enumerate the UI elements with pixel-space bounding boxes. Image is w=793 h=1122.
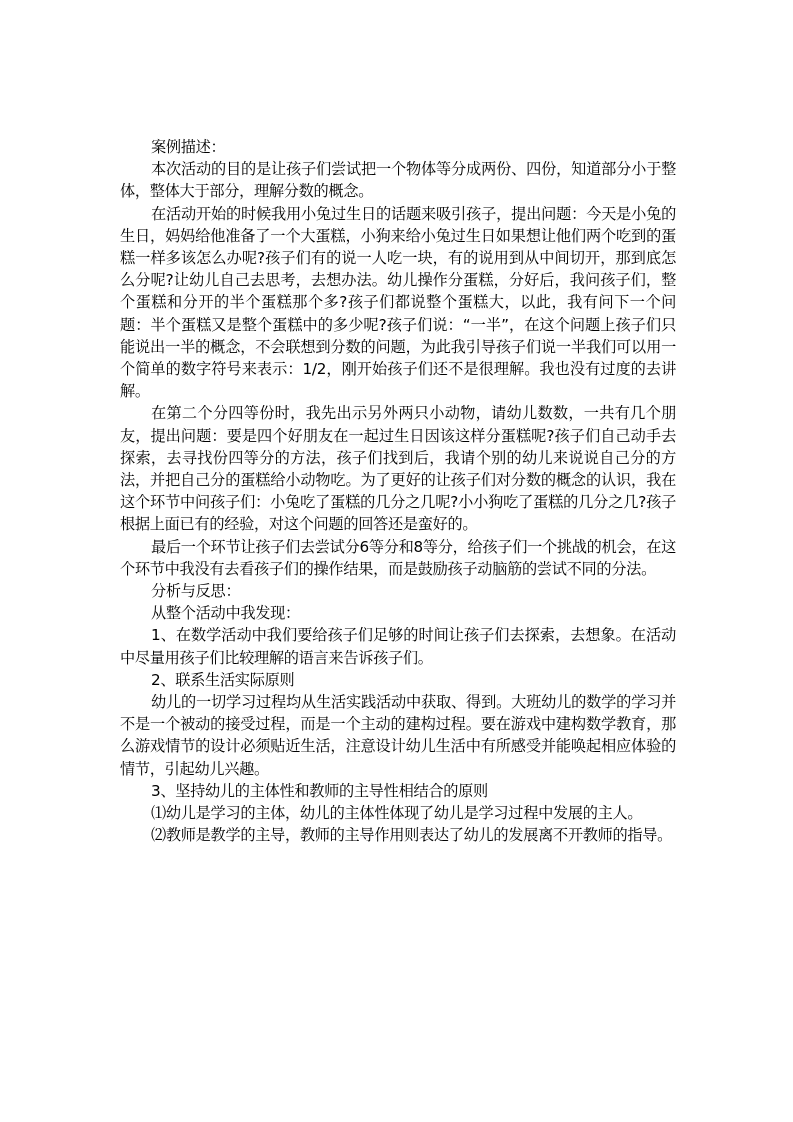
paragraph-point-3-item-1: ⑴幼儿是学习的主体，幼儿的主体性体现了幼儿是学习过程中发展的主人。 [151, 804, 643, 823]
paragraph-point-3-item-2: ⑵教师是教学的主导，教师的主导作用则表达了幼儿的发展离不开教师的指导。 [151, 826, 673, 845]
paragraph-activity-goal: 本次活动的目的是让孩子们尝试把一个物体等分成两份、四份，知道部分小于整体，整体大于部分，理解分数的概念。 [120, 160, 676, 201]
document-page [120, 136, 676, 847]
paragraph-second-activity: 在第二个分四等份时，我先出示另外两只小动物，请幼儿数数，一共有几个朋友，提出问题：要是四个好朋友在一起过生日因该这样分蛋糕呢?孩子们自己动手去探索，去寻找份四等分的方法，孩子们找到后，我请个别的幼儿来说说自己分的方法，并把自己分的蛋糕给小动物吃。为了更好的让孩子们对分数的概念的认识，我在这个环节中问孩子们：小兔吃了蛋糕的几分之几呢?小小狗吃了蛋糕的几分之几?孩子根据上面已有的经验，对这个问题的回答还是蛮好的。 [120, 404, 676, 534]
paragraph-analysis-heading: 分析与反思： [151, 582, 241, 601]
paragraph-findings-intro: 从整个活动中我发现： [151, 604, 300, 623]
paragraph-point-1: 1、在数学活动中我们要给孩子们足够的时间让孩子们去探索，去想象。在活动中尽量用孩子们比较理解的语言来告诉孩子们。 [120, 626, 676, 667]
paragraph-point-3-heading: 3、坚持幼儿的主体性和教师的主导性相结合的原则 [151, 781, 488, 800]
paragraph-case-heading: 案例描述： [151, 138, 226, 156]
paragraph-last-activity: 最后一个环节让孩子们去尝试分6等分和8等分，给孩子们一个挑战的机会，在这个环节中我没有去看孩子们的操作结果，而是鼓励孩子动脑筋的尝试不同的分法。 [120, 537, 676, 578]
paragraph-point-2-heading: 2、联系生活实际原则 [151, 670, 295, 689]
paragraph-point-2-body: 幼儿的一切学习过程均从生活实践活动中获取、得到。大班幼儿的数学的学习并不是一个被动的接受过程，而是一个主动的建构过程。要在游戏中建构数学教育，那么游戏情节的设计必须贴近生活，注意设计幼儿生活中有所感受并能唤起相应体验的情节，引起幼儿兴趣。 [120, 693, 676, 778]
paragraph-first-activity: 在活动开始的时候我用小兔过生日的话题来吸引孩子，提出问题：今天是小兔的生日，妈妈给他准备了一个大蛋糕，小狗来给小兔过生日如果想让他们两个吃到的蛋糕一样多该怎么办呢?孩子们有的说一人吃一块，有的说用到从中间切开，那到底怎么分呢?让幼儿自己去思考，去想办法。幼儿操作分蛋糕，分好后，我问孩子们，整个蛋糕和分开的半个蛋糕那个多?孩子们都说整个蛋糕大，以此，我有问下一个问题：半个蛋糕又是整个蛋糕中的多少呢?孩子们说：“一半”，在这个问题上孩子们只能说出一半的概念，不会联想到分数的问题，为此我引导孩子们说一半我们可以用一个简单的数字符号来表示：1/2，刚开始孩子们还不是很理解。我也没有过度的去讲解。 [120, 204, 676, 401]
